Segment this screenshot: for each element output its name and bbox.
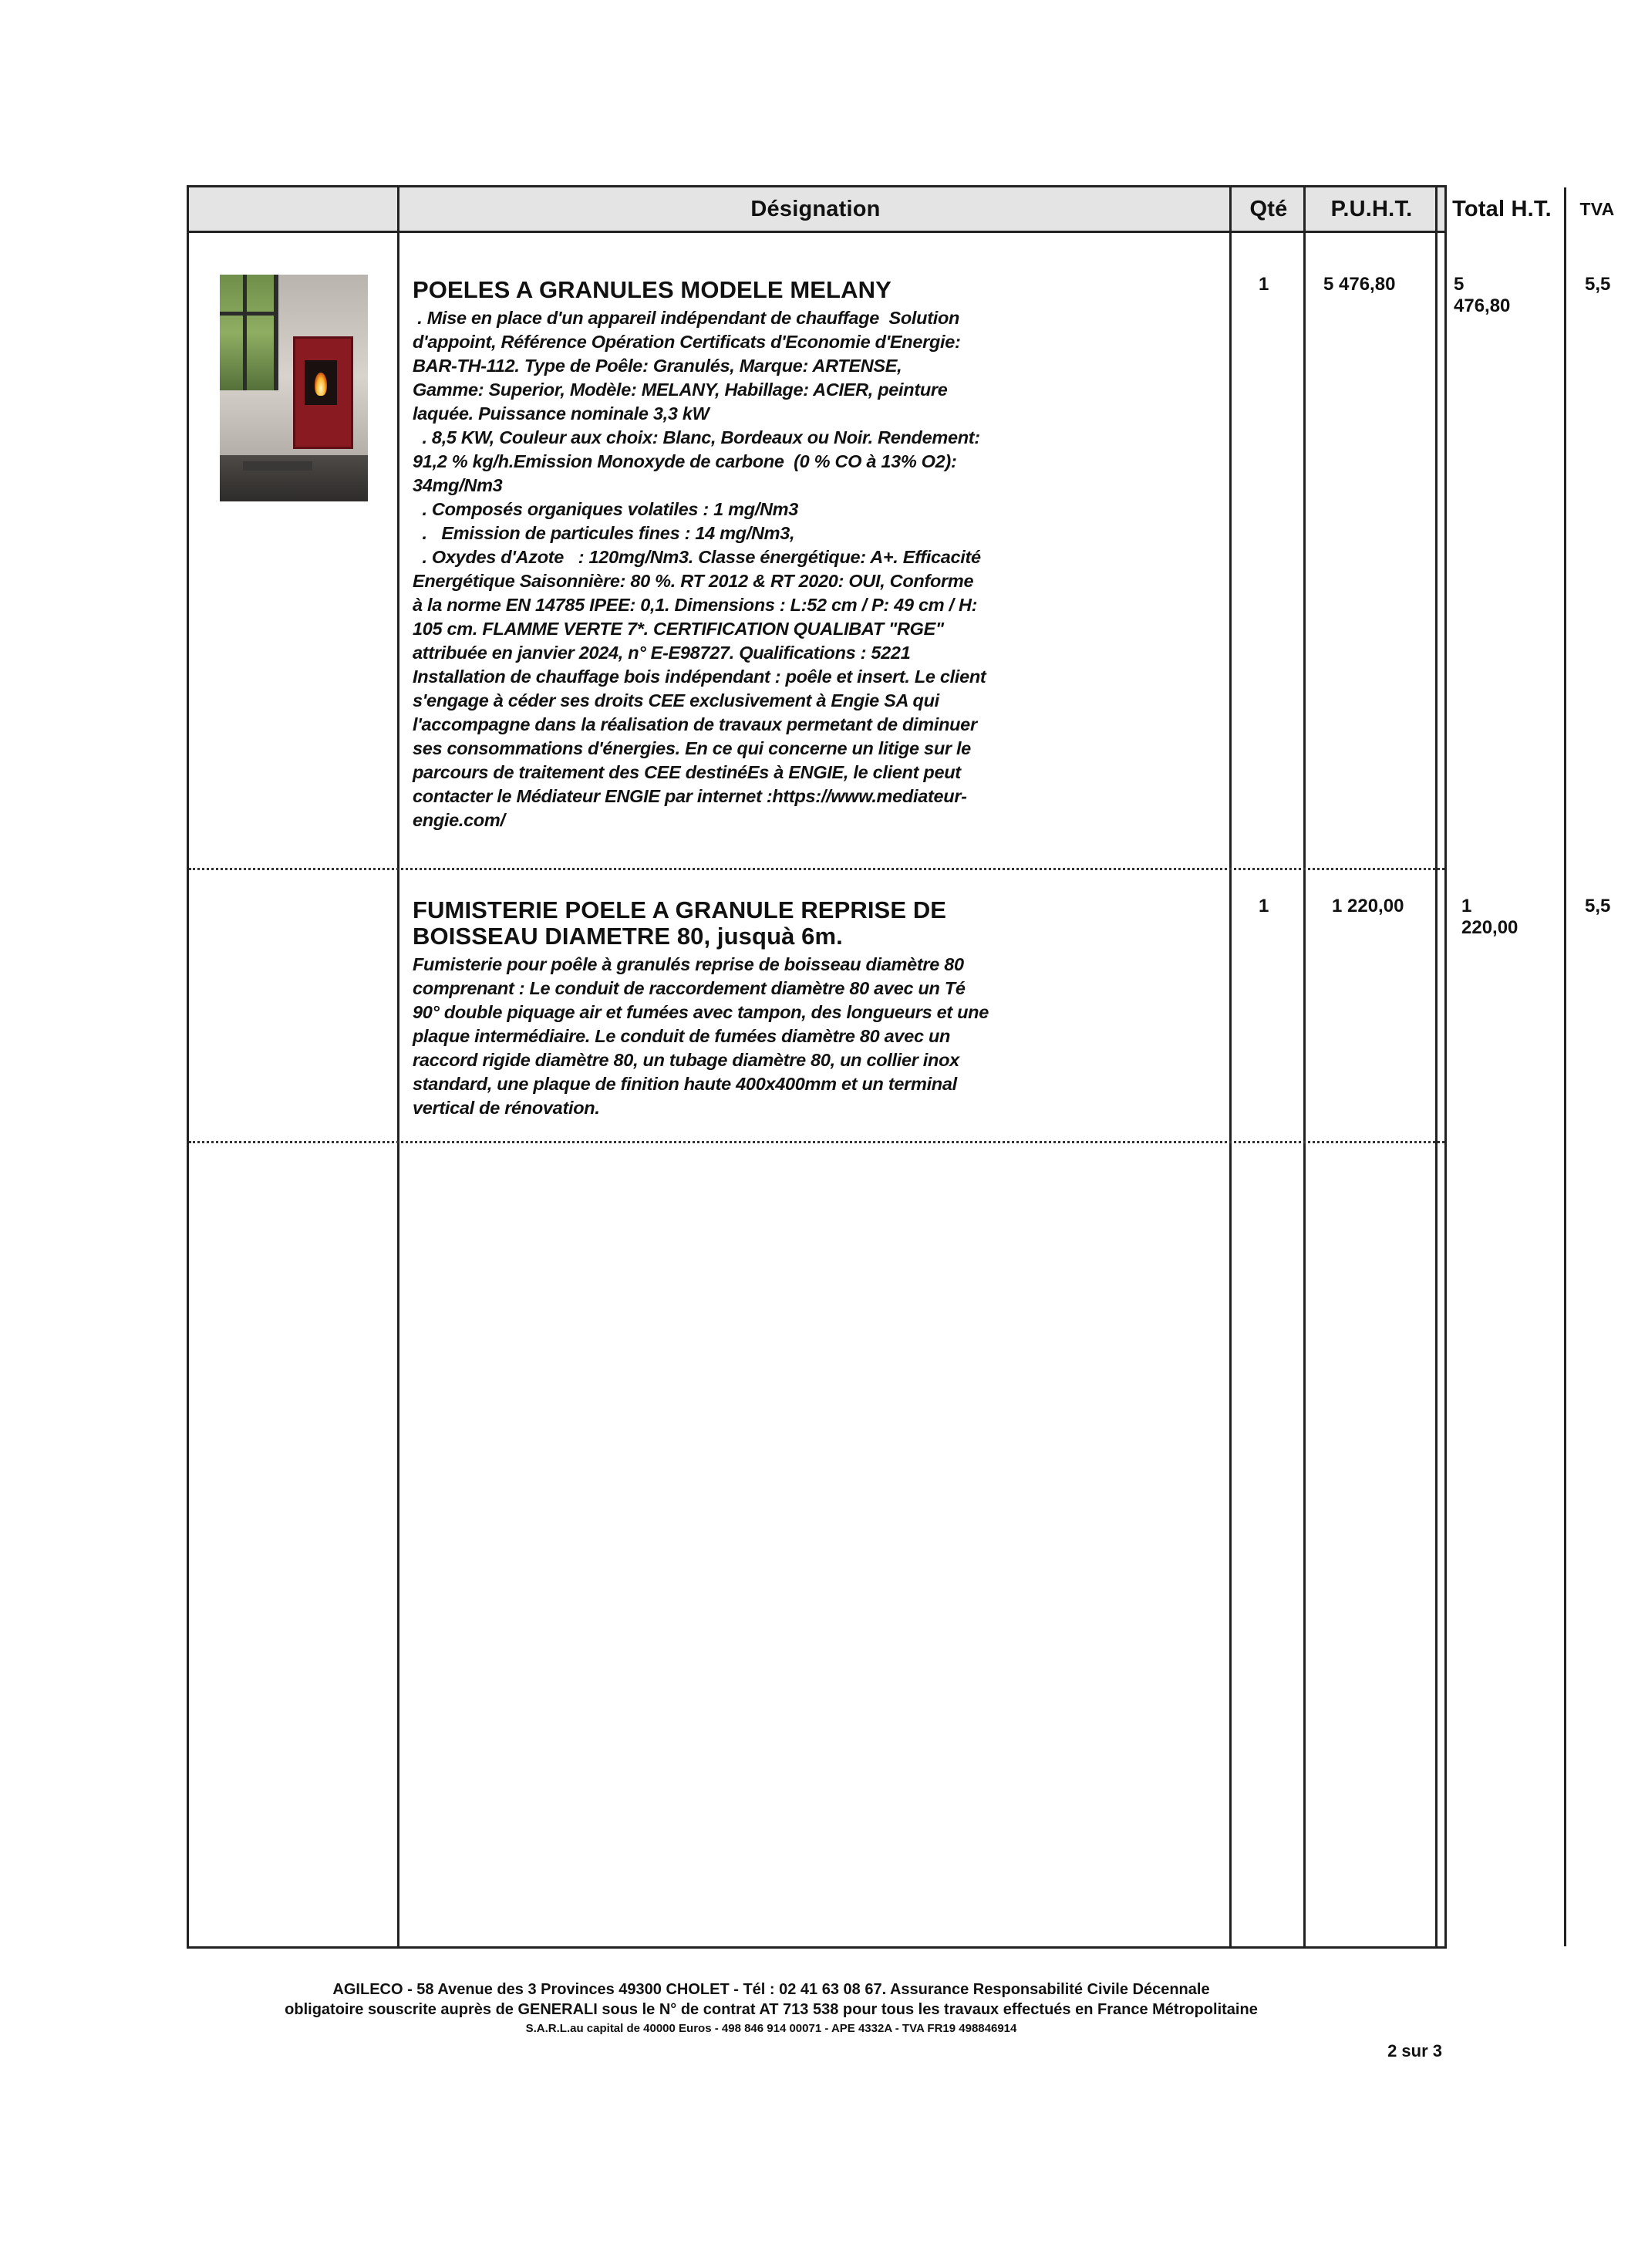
- item-vat: 5,5: [1585, 896, 1611, 916]
- table-row: [413, 897, 1006, 1120]
- footer-legal-line: S.A.R.L.au capital de 40000 Euros - 498 846 914 00071 - APE 4332A - TVA FR19 498846914: [525, 2022, 1017, 2035]
- header-total: Total H.T.: [1452, 196, 1552, 221]
- column-divider: [1229, 187, 1232, 1946]
- header-unit-price: P.U.H.T.: [1330, 196, 1413, 221]
- column-divider: [1303, 187, 1306, 1946]
- item-unit-price: 5 476,80: [1323, 274, 1396, 295]
- footer-company-line: AGILECO - 58 Avenue des 3 Provinces 49300 CHOLET - Tél : 02 41 63 08 67. Assurance Responsabilité Civile Décennale: [332, 1981, 1210, 1998]
- item-vat: 5,5: [1585, 274, 1611, 295]
- row-divider: [189, 1141, 1444, 1143]
- item-total: 5 476,80: [1454, 274, 1511, 316]
- item-title: POELES A GRANULES MODELE MELANY: [413, 276, 892, 303]
- item-unit-price: 1 220,00: [1332, 896, 1404, 916]
- footer-insurance-line: obligatoire souscrite auprès de GENERALI sous le N° de contrat AT 713 538 pour tous les travaux effectués en France Métropolitaine: [285, 2001, 1258, 2018]
- header-designation: Désignation: [750, 196, 881, 221]
- item-qty: 1: [1259, 274, 1269, 295]
- column-divider: [397, 187, 399, 1946]
- header-vat: TVA: [1579, 198, 1615, 219]
- item-title: FUMISTERIE POELE A GRANULE REPRISE DE BOISSEAU DIAMETRE 80, jusquà 6m.: [413, 896, 947, 950]
- item-description: . Mise en place d'un appareil indépendant de chauffage Solution d'appoint, Référence Opération Certificats d'Economie d'Energie: BAR-TH-112. Type de Poêle: Granulés, Marque: ARTENSE, Gamme: Superior, Modèle: MELANY, Habillage: ACIER, peinture laquée. Puissance nominale 3,3 kW . 8,5 KW, Couleur aux choix: Blanc, Bordeaux ou Noir. Rendement: 91,2 % kg/h.Emission Monoxyde de carbone (0 % CO à 13% O2): 34mg/Nm3 . Composés organiques volatiles : 1 mg/Nm3 . Emission de particules fines : 14 mg/Nm3, . Oxydes d'Azote : 120mg/Nm3. Classe énergétique: A+. Efficacité Energétique Saisonnière: 80 %. RT 2012 & RT 2020: OUI, Conforme à la norme EN 14785 IPEE: 0,1. Dimensions : L:52 cm / P: 49 cm / H: 105 cm. FLAMME VERTE 7*. CERTIFICATION QUALIBAT "RGE" attribuée en janvier 2024, n° E-E98727. Qualifications : 5221 Installation de chauffage bois indépendant : poêle et insert. Le client s'engage à céder ses droits CEE exclusivement à Engie SA qui l'accompagne dans la réalisation de travaux permetant de diminuer ses consommations d'énergies. En ce qui concerne un litige sur le parcours de traitement des CEE destinéEs à ENGIE, le client peut contacter le Médiateur ENGIE par internet :https://www.mediateur- engie.com/: [413, 308, 986, 830]
- table-row: [413, 277, 1006, 832]
- column-divider: [1564, 187, 1566, 1946]
- header-qty: Qté: [1249, 196, 1288, 221]
- page-number: 2 sur 3: [1387, 2041, 1442, 2060]
- column-divider: [1435, 187, 1438, 1946]
- item-total: 1 220,00: [1461, 896, 1518, 938]
- item-description: Fumisterie pour poêle à granulés reprise de boisseau diamètre 80 comprenant : Le conduit de raccordement diamètre 80 avec un Té 90° double piquage air et fumées avec tampon, des longueurs et une plaque intermédiaire. Le conduit de fumées diamètre 80 avec un raccord rigide diamètre 80, un tubage diamètre 80, un collier inox standard, une plaque de finition haute 400x400mm et un terminal vertical de rénovation.: [413, 954, 989, 1118]
- pellet-stove-photo: [220, 275, 368, 501]
- header-image-col: [189, 187, 399, 231]
- table-header: [189, 187, 1615, 233]
- item-qty: 1: [1259, 896, 1269, 916]
- row-divider: [189, 868, 1444, 870]
- quote-table: [187, 185, 1615, 1949]
